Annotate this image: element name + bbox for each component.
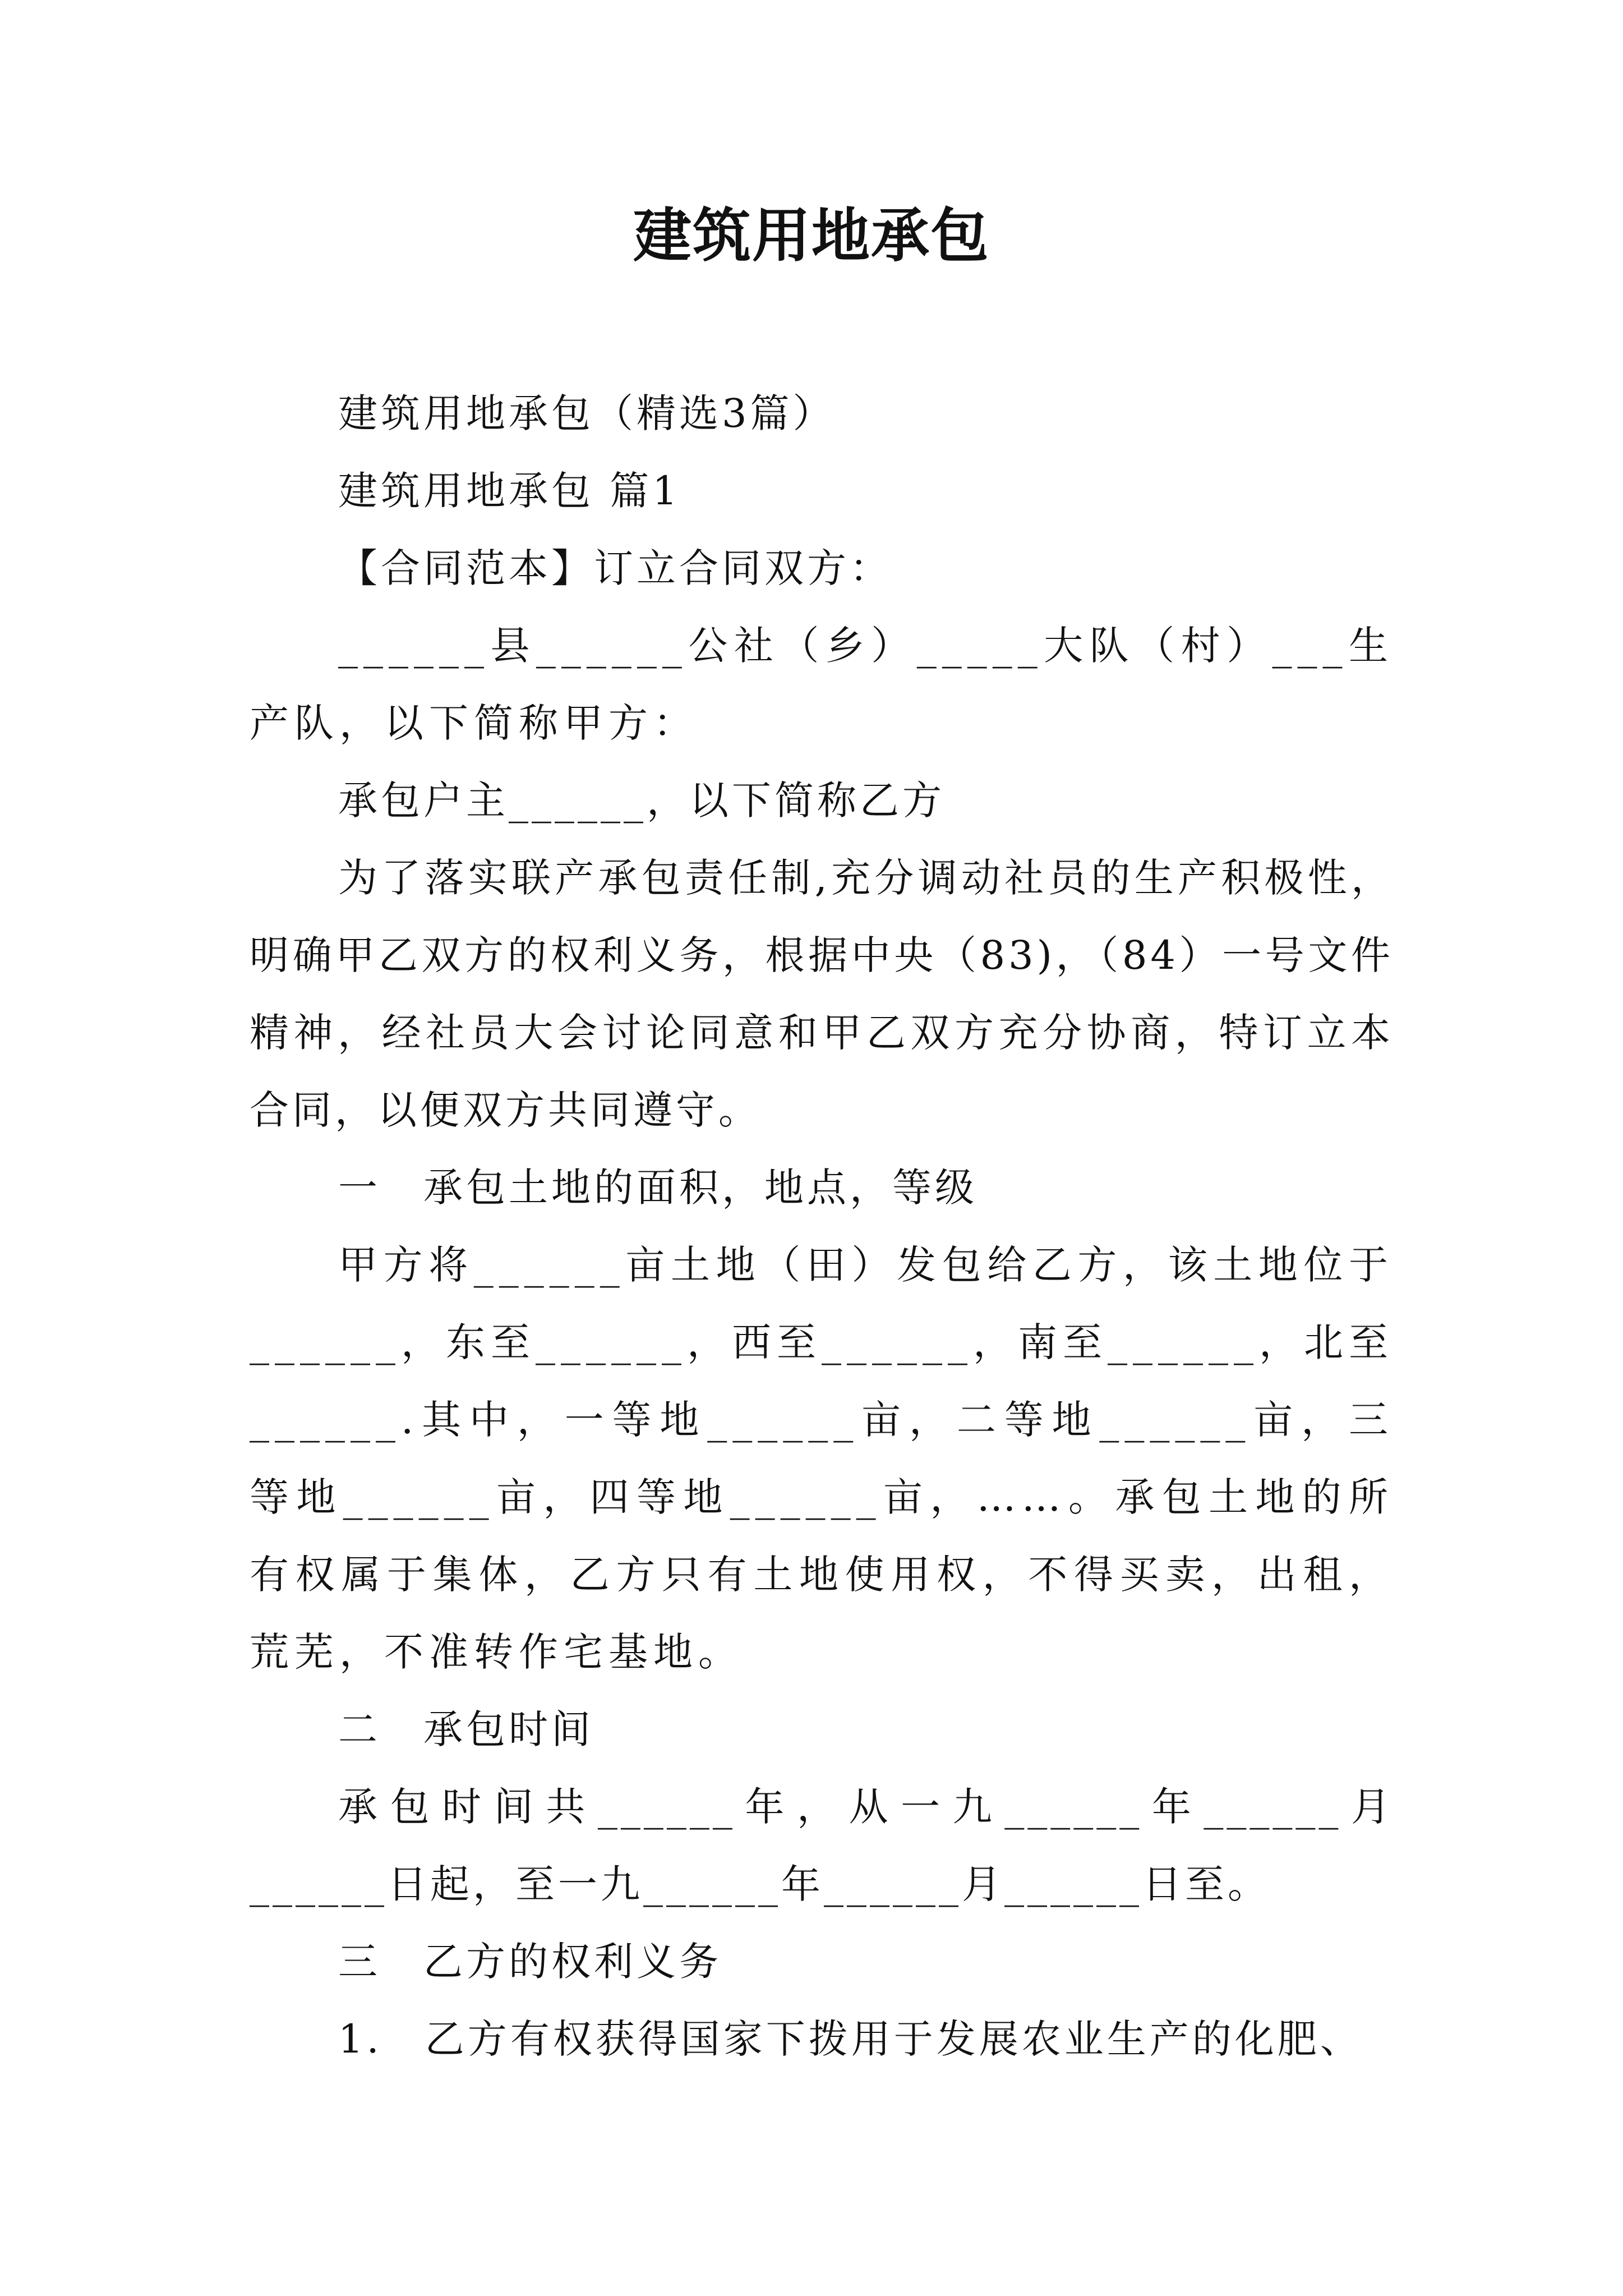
paragraph-contract-term: 承包时间共______年，从一九______年______月______日起，至一九______年______月______日至。: [250, 1784, 1394, 1907]
heading-land-area: 一 承包土地的面积，地点，等级: [338, 1165, 978, 1211]
paragraph-contract-parties: 【合同范本】订立合同双方：: [338, 545, 892, 591]
paragraph-section-heading: 建筑用地承包 篇1: [338, 468, 681, 514]
heading-contract-term: 二 承包时间: [338, 1706, 594, 1752]
document-body: [250, 375, 1394, 2078]
paragraph-land-details: 甲方将______亩土地（田）发包给乙方，该土地位于______，东至______，西至______，南至______，北至______.其中，一等地______亩，二等地______亩，三等地______亩，四等地______亩，……。承包土地的所有权属于集体，乙方只有土地使用权，不得买卖，出租，荒芜，不准转作宅基地。: [250, 1242, 1394, 1675]
document-title: 建筑用地承包: [633, 201, 990, 270]
paragraph-purpose: 为了落实联产承包责任制,充分调动社员的生产积极性，明确甲乙双方的权利义务，根据中央（83)，（84）一号文件精神，经社员大会讨论同意和甲乙双方充分协商，特订立本合同，以便双方共同遵守。: [250, 855, 1394, 1133]
list-item-rights-1: 1. 乙方有权获得国家下拨用于发展农业生产的化肥、: [338, 2016, 1363, 2062]
paragraph-subtitle: 建筑用地承包（精选3篇）: [338, 390, 836, 436]
paragraph-party-a: ______县______公社（乡）_____大队（村）___生产队，以下简称甲方：: [250, 623, 1394, 746]
heading-rights-obligations: 三 乙方的权利义务: [338, 1939, 722, 1985]
paragraph-party-b: 承包户主______，以下简称乙方: [338, 777, 945, 823]
